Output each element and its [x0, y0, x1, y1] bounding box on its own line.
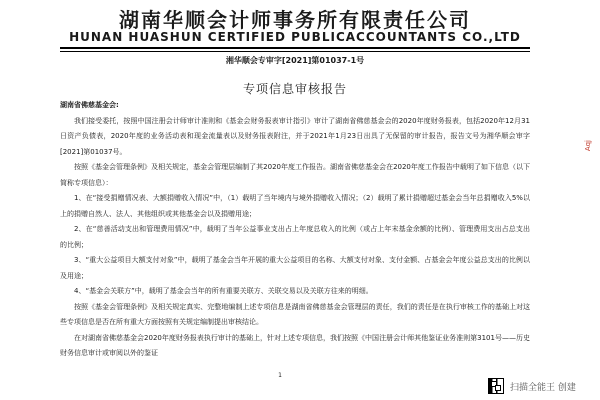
page-number: 1: [278, 372, 282, 379]
report-body: [60, 98, 530, 362]
paragraph-item-3: 3、“重大公益项目大额支付对象”中，载明了基金会当年开展的重大公益项目的名称、大额支付对象、支付金额、占基金会年度公益总支出的比例以及用途；: [60, 256, 530, 280]
addressee: 湖南省佛慈基金会:: [60, 101, 119, 109]
paragraph-engagement: 我们接受委托，按照中国注册会计师审计准则和《基金会财务报表审计指引》审计了湖南省佛慈基金会的2020年度财务报表，包括2020年12月31日资产负债表，2020年度的业务活动表和现金流量表以及财务报表附注，并于2021年1月23日出具了无保留的审计报告，报告文号为湘华顺会审字[2021]第01037号。: [60, 116, 530, 156]
paragraph-item-1: 1、在“接受捐赠情况表、大额捐赠收入情况”中，（1）载明了当年境内与境外捐赠收入情况；（2）载明了累计捐赠超过基金会当年总捐赠收入5%以上的捐赠自然人、法人、其他组织或其他基金会以及捐赠用途；: [60, 194, 530, 218]
report-title: 专项信息审核报告: [242, 82, 347, 96]
qr-code-icon: [488, 378, 504, 394]
paragraph-basis: 在对湖南省佛慈基金会2020年度财务报表执行审计的基础上，针对上述专项信息，我们按照《中国注册会计师其他鉴证业务准则第3101号——历史财务信息审计或审阅以外的鉴证: [60, 333, 530, 357]
document-number: 湘华顺会专审字[2021]第01037-1号: [225, 56, 365, 65]
firm-name-cn: 湖南华顺会计师事务所有限责任公司: [119, 8, 471, 32]
paragraph-item-4: 4、“基金会关联方”中，载明了基金会当年的所有重要关联方、关联交易以及关联方往来的明细。: [74, 287, 373, 295]
scanner-watermark: 扫描全能王 创建: [510, 383, 576, 393]
edge-mark: Aqj: [584, 140, 592, 152]
header-rule-thick: [60, 47, 530, 49]
paragraph-responsibility: 按照《基金会管理条例》及相关规定真实、完整地编制上述专项信息是湖南省佛慈基金会管理层的责任，我们的责任是在执行审核工作的基础上对这些专项信息是否在所有重大方面按照有关规定编制提出审核结论。: [60, 302, 530, 326]
firm-name-en: HUNAN HUASHUN CERTIFIED PUBLICACCOUNTANTS CO.,LTD: [69, 30, 521, 44]
paragraph-item-2: 2、在“慈善活动支出和管理费用情况”中，载明了当年公益事业支出占上年度总收入的比例（或占上年末基金余额的比例）、管理费用支出占总支出的比例；: [60, 225, 530, 249]
paragraph-work-report: 按照《基金会管理条例》及相关规定，基金会管理层编制了其2020年度工作报告。湖南省佛慈基金会在2020年度工作报告中载明了如下信息（以下简称专项信息）：: [60, 163, 530, 187]
header-rule-thin: [60, 51, 530, 52]
